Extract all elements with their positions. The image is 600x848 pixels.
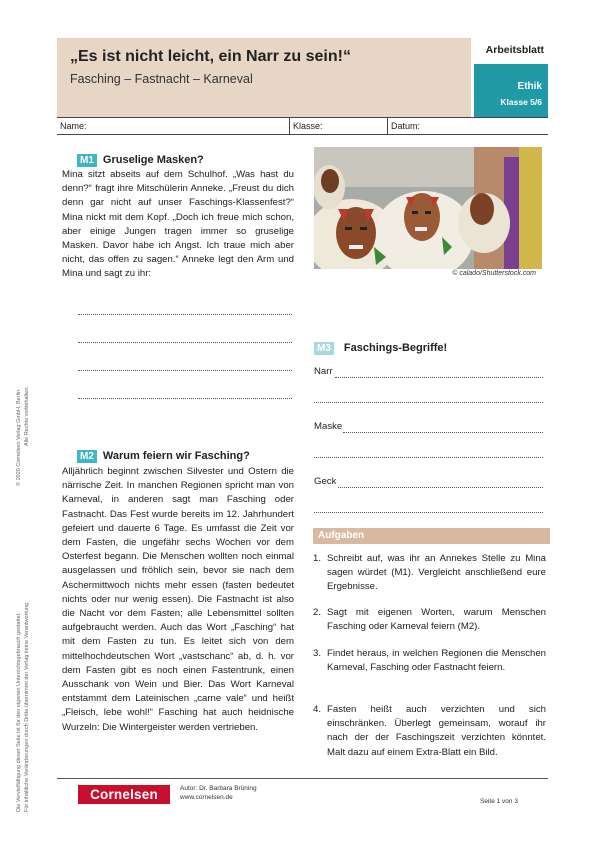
m1-title: Gruselige Masken? xyxy=(102,154,204,166)
tasks-header: Aufgaben xyxy=(318,530,365,541)
task-item: 4. Fasten heißt auch verzichten und sich einschränken. Überlegt gemeinsam, worauf ihr nach der der Faschingszeit verzichten könntet. Malt dazu auf einem Extra-Blatt ein Bild. xyxy=(313,704,546,758)
m3-badge: M3 xyxy=(314,342,334,355)
carnival-mask-photo xyxy=(314,147,542,269)
task-item: 3. Findet heraus, in welchen Regionen die Menschen Karneval, Fasching oder Fastnacht feiern. xyxy=(313,648,546,674)
term-answer-line[interactable] xyxy=(343,431,543,433)
m3-heading xyxy=(314,338,447,356)
answer-line[interactable] xyxy=(78,397,292,399)
m1-text: Mina sitzt abseits auf dem Schulhof. „Was hast du denn?“ fragt ihre Mitschülerin Anneke. „Freust du dich denn gar nicht auf unser Faschings-Klassenfest?“ Mina nickt mit dem Kopf. „Doch ich freue mich schon, aber einige Jungen tragen immer so gruselige Masken. Davor habe ich Angst. Ich traue mich aber nicht, das offen zu sagen.“ Anneke legt den Arm und Mina und sagt zu ihr: xyxy=(62,169,294,280)
task-item: 2. Sagt mit eigenen Worten, warum Menschen Fasching oder Karneval feiern (M2). xyxy=(313,607,546,633)
page-number: Seite 1 von 3 xyxy=(480,798,518,805)
publisher-url[interactable]: www.cornelsen.de xyxy=(180,794,233,801)
class-field-label[interactable]: Klasse: xyxy=(293,121,323,131)
term-answer-line[interactable] xyxy=(314,401,543,403)
copyright-line: © 2020 Cornelsen Verlag GmbH, Berlin xyxy=(16,389,22,486)
term-answer-line[interactable] xyxy=(314,456,543,458)
photo-caption: © calado/Shutterstock.com xyxy=(452,270,536,277)
page-subtitle: Fasching – Fastnacht – Karneval xyxy=(70,72,253,86)
disclaimer-line: Für inhaltliche Veränderungen durch Dritte übernimmt der Verlag keine Verantwortung. xyxy=(24,601,30,812)
footer-author xyxy=(180,784,257,802)
m2-title: Warum feiern wir Fasching? xyxy=(102,450,250,462)
term-geck: Geck xyxy=(314,476,337,487)
answer-line[interactable] xyxy=(78,313,292,315)
subject-label: Ethik xyxy=(517,81,542,92)
task-item: 1. Schreibt auf, was ihr an Annekes Stelle zu Mina sagen würdet (M1). Vergleicht anschließend eure Ergebnisse. xyxy=(313,553,546,593)
m1-badge: M1 xyxy=(77,154,97,167)
term-narr: Narr xyxy=(314,366,333,377)
term-maske: Maske xyxy=(314,421,343,432)
m3-title: Faschings-Begriffe! xyxy=(343,342,448,354)
rights-line: Alle Rechte vorbehalten. xyxy=(24,386,30,446)
name-field-label[interactable]: Name: xyxy=(60,121,87,131)
date-field-label[interactable]: Datum: xyxy=(391,121,421,131)
m2-heading xyxy=(77,446,250,464)
author-name: Autor: Dr. Barbara Brüning xyxy=(180,785,257,792)
footer-divider xyxy=(57,778,548,779)
answer-line[interactable] xyxy=(78,341,292,343)
permission-line: Die Vervielfältigung dieser Seite ist für den eigenen Unterrichtsgebrauch gestattet. xyxy=(16,612,22,812)
m2-badge: M2 xyxy=(77,450,97,463)
doc-type-label: Arbeitsblatt xyxy=(485,44,544,56)
m1-heading xyxy=(77,150,204,168)
term-answer-line[interactable] xyxy=(335,376,543,378)
term-answer-line[interactable] xyxy=(314,511,543,513)
grade-label: Klasse 5/6 xyxy=(500,97,542,107)
m2-text: Alljährlich beginnt zwischen Silvester und Ostern die närrische Zeit. In manchen Regionen spricht man von Karneval, in anderen sagt man Fasching oder Fastnacht. Das Fest wurde bereits im 12. Jahrhundert gefeiert und dauerte 6 Tage. Es umfasst die Zeit vor dem Fasten, die ungefähr sechs Wochen vor dem Osterfest begann. Die Menschen wollten noch einmal ausgelassen und fröhlich sein, bevor sie nach dem Aschermittwoch nichts mehr essen (fasten bedeutet nichts oder nur wenig essen). Die Fastnacht ist also die Nacht vor dem Fasten; alle Lebensmittel sollten aufgebraucht werden. Auch das Wort „Fasching“ hat mit dem Fasten zu tun. Es leitet sich von dem mittelhochdeutschen Wort „vastschanc“ ab, d. h. vor dem Fasten gibt es noch einen Fastentrunk, einen Ausschank von Wein und Bier. Das Wort Karneval entstammt dem Lateinischen „carne vale“ und heißt „Fleisch, lebe wohl!“ Fasching hat auch heidnische Wurzeln: Die Wintergeister werden vertrieben. xyxy=(62,466,294,733)
brand-name: Cornelsen xyxy=(90,787,158,802)
page-title: „Es ist nicht leicht, ein Narr zu sein!“ xyxy=(70,48,351,65)
term-answer-line[interactable] xyxy=(338,486,543,488)
name-row xyxy=(57,117,548,135)
answer-line[interactable] xyxy=(78,369,292,371)
